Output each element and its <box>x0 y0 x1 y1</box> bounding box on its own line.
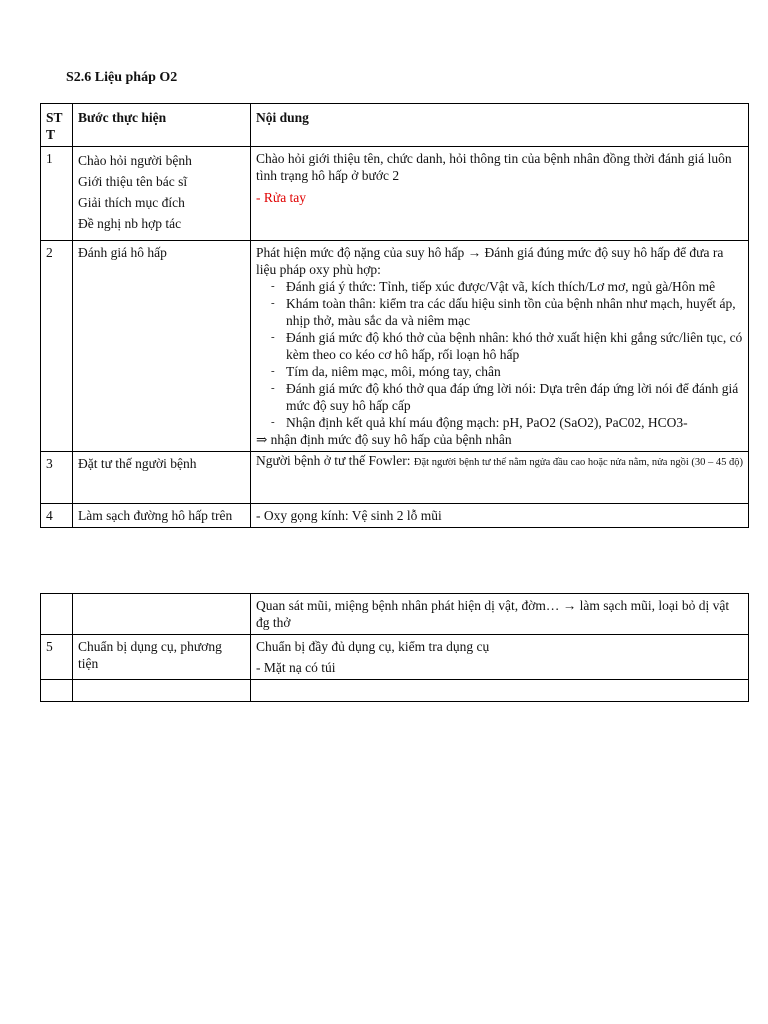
list-item: - Nhận định kết quả khí máu động mạch: pH, PaO2 (SaO2), PaC02, HCO3- <box>286 414 743 431</box>
empty-cell <box>73 680 251 702</box>
row-number: 4 <box>41 504 73 528</box>
content-text: Chuẩn bị đầy đủ dụng cụ, kiểm tra dụng cụ <box>256 639 490 654</box>
step-cell <box>73 147 251 241</box>
list-item: - Đánh giá mức độ khó thở của bệnh nhân: khó thở xuất hiện khi gắng sức/liên tục, có kèm theo co kéo cơ hô hấp, rối loạn hô hấp <box>286 329 743 363</box>
procedure-table <box>40 103 749 528</box>
table-row <box>41 594 749 635</box>
step-cell: Làm sạch đường hô hấp trên <box>73 504 251 528</box>
row-number: 5 <box>41 635 73 680</box>
table-row <box>41 635 749 680</box>
step-cell: Chuẩn bị dụng cụ, phương tiện <box>73 635 251 680</box>
list-item: - Khám toàn thân: kiểm tra các dấu hiệu sinh tồn của bệnh nhân như mạch, huyết áp, nhịp thở, màu sắc da và niêm mạc <box>286 295 743 329</box>
list-item: - Đánh giá ý thức: Tỉnh, tiếp xúc được/Vật vã, kích thích/Lơ mơ, ngủ gà/Hôn mê <box>286 278 743 295</box>
page-title: S2.6 Liệu pháp O2 <box>66 70 178 85</box>
row-number: 2 <box>41 241 73 452</box>
wash-hands-note: - Rửa tay <box>256 190 307 205</box>
content-text-2: - Mặt nạ có túi <box>256 660 336 675</box>
list-item: - Đánh giá mức độ khó thở qua đáp ứng lời nói: Dựa trên đáp ứng lời nói để đánh giá mức độ suy hô hấp cấp <box>286 380 743 414</box>
list-item: - Tím da, niêm mạc, môi, móng tay, chân <box>286 363 743 380</box>
procedure-table-continued <box>40 593 749 702</box>
step-line: Giải thích mục đích <box>78 195 185 210</box>
header-content: Nội dung <box>251 104 749 147</box>
row-number: 3 <box>41 452 73 504</box>
header-step: Bước thực hiện <box>73 104 251 147</box>
content-cell: - Oxy gọng kính: Vệ sinh 2 lỗ mũi <box>251 504 749 528</box>
assessment-list <box>256 278 743 431</box>
table-row <box>41 504 749 528</box>
table-row <box>41 241 749 452</box>
content-cell: Quan sát mũi, miệng bệnh nhân phát hiện dị vật, đờm… → làm sạch mũi, loại bỏ dị vật đg thở <box>251 594 749 635</box>
content-text: Chào hỏi giới thiệu tên, chức danh, hỏi thông tin của bệnh nhân đồng thời đánh giá luôn tình trạng hô hấp ở bước 2 <box>256 151 732 183</box>
step-line: Chào hỏi người bệnh <box>78 153 192 168</box>
row-number: 1 <box>41 147 73 241</box>
content-cell <box>251 635 749 680</box>
step-cell: Đánh giá hô hấp <box>73 241 251 452</box>
content-intro: Phát hiện mức độ nặng của suy hô hấp → Đánh giá đúng mức độ suy hô hấp để đưa ra liệu pháp oxy phù hợp: <box>256 245 724 277</box>
content-small: Đặt người bệnh tư thế nằm ngửa đầu cao hoặc nửa nằm, nửa ngồi (30 – 45 độ) <box>413 457 743 468</box>
empty-cell <box>41 680 73 702</box>
content-cell <box>251 147 749 241</box>
step-line: Đề nghị nb hợp tác <box>78 216 182 231</box>
step-cell: Đặt tư thế người bệnh <box>73 452 251 504</box>
content-cell <box>251 452 749 504</box>
conclusion-text: ⇒ nhận định mức độ suy hô hấp của bệnh nhân <box>256 432 512 447</box>
table-row <box>41 452 749 504</box>
content-main: Người bệnh ở tư thế Fowler: <box>256 453 414 468</box>
table-row-empty <box>41 680 749 702</box>
row-number <box>41 594 73 635</box>
step-cell <box>73 594 251 635</box>
step-line: Giới thiệu tên bác sĩ <box>78 174 188 189</box>
table-header-row <box>41 104 749 147</box>
empty-cell <box>251 680 749 702</box>
table-row <box>41 147 749 241</box>
content-cell <box>251 241 749 452</box>
header-stt: ST T <box>41 104 73 147</box>
